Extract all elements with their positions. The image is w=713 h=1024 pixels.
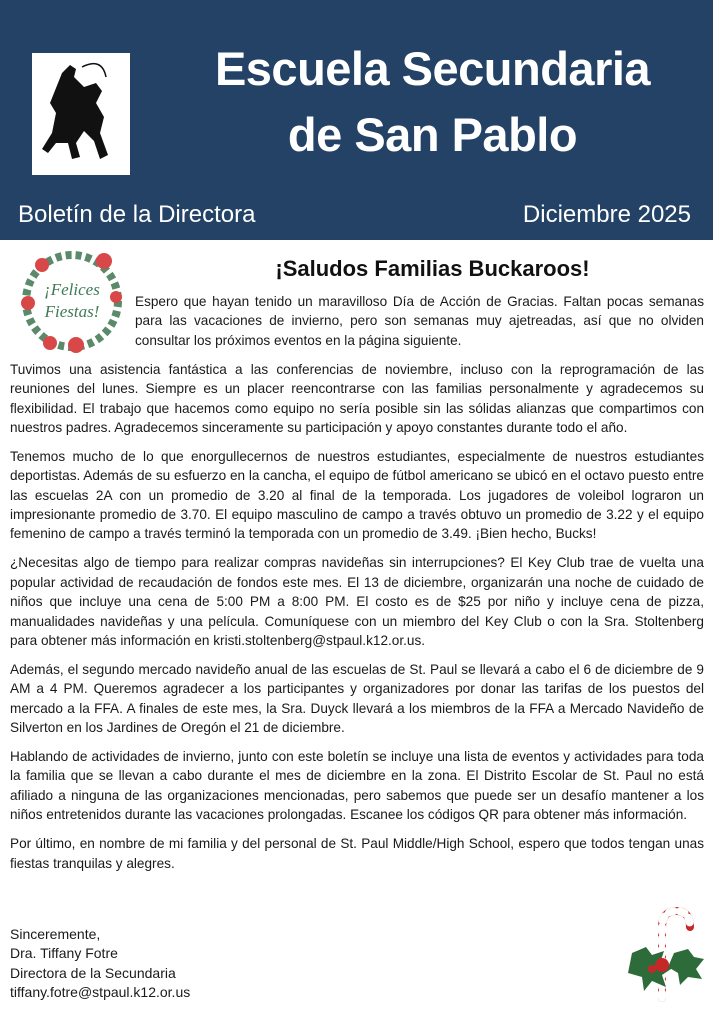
header-banner bbox=[0, 0, 713, 240]
paragraph: Tuvimos una asistencia fantástica a las conferencias de noviembre, incluso con la reprogramación de las reuniones del lunes. Siempre es un placer reencontrarse con las familias personalmente y agradecemos su flexibilidad. El trabajo que hacemos como equipo no sería posible sin las sólidas alianzas que compartimos con nuestros padres. Agradecemos sinceramente su participación y apoyo constantes durante todo el año. bbox=[10, 361, 704, 435]
paragraph: ¿Necesitas algo de tiempo para realizar compras navideñas sin interrupciones? El Key Club trae de vuelta una popular actividad de recaudación de fondos este mes. El 13 de diciembre, organizarán una noche de cuidado de niños que incluye una cena de 5:00 PM a 8:00 PM. El costo es de $25 por niño y incluye cena de pizza, manualidades navideñas y una película. Comuníquese con un miembro del Key Club o con la Sra. Stoltenberg para obtener más información en kristi.stoltenberg@stpaul.k12.or.us. bbox=[10, 555, 704, 648]
signature-closing: Sinceremente, bbox=[10, 926, 101, 942]
school-name-line1: Escuela Secundaria bbox=[214, 42, 651, 95]
signature-email[interactable]: tiffany.fotre@stpaul.k12.or.us bbox=[10, 984, 191, 1001]
signature-role: Directora de la Secundaria bbox=[10, 964, 176, 981]
signature-name: Dra. Tiffany Fotre bbox=[10, 945, 118, 962]
paragraph: Por último, en nombre de mi familia y del personal de St. Paul Middle/High School, espero que todos tengan unas fiestas tranquilas y alegres. bbox=[10, 836, 704, 871]
signature-block bbox=[10, 925, 190, 1003]
paragraph: Tenemos mucho de lo que enorgullecernos de nuestros estudiantes, especialmente de nuestros estudiantes deportistas. Además de su esfuerzo en la cancha, el equipo de fútbol americano se ubicó en el octavo puesto entre las escuelas 2A con un promedio de 3.20 al final de la temporada. Los jugadores de voleibol lograron un impresionante promedio de 3.70. El equipo masculino de campo a través obtuvo un promedio de 3.22 y el equipo femenino de campo a través terminó la temporada con un promedio de 3.49. ¡Bien hecho, Bucks! bbox=[10, 448, 704, 542]
paragraph: Espero que hayan tenido un maravilloso Día de Acción de Gracias. Faltan pocas semanas para las vacaciones de invierno, pero son semanas muy ajetreadas, así que no olviden consultar los próximos eventos en la página siguiente. bbox=[135, 294, 704, 348]
candy-cane-icon bbox=[622, 903, 708, 1003]
newsletter-date: Diciembre 2025 bbox=[522, 201, 691, 228]
bronco-rider-logo bbox=[32, 53, 130, 175]
newsletter-label: Boletín de la Directora bbox=[18, 201, 256, 228]
paragraph: Además, el segundo mercado navideño anual de las escuelas de St. Paul se llevará a cabo el 6 de diciembre de 9 AM a 4 PM. Queremos agradecer a los participantes y organizadores por donar las tarifas de los puestos del mercado a la FFA. A finales de este mes, la Sra. Duyck llevará a los miembros de la FFA a Mercado Navideño de Silverton en los Jardines de Oregón el 21 de diciembre. bbox=[10, 661, 704, 736]
svg-text:Fiestas!: Fiestas! bbox=[44, 302, 100, 321]
svg-text:¡Felices: ¡Felices bbox=[44, 280, 100, 299]
greeting-heading: ¡Saludos Familias Buckaroos! bbox=[275, 256, 590, 281]
paragraph: Hablando de actividades de invierno, junto con este boletín se incluye una lista de eventos y actividades para toda la familia que se llevan a cabo durante el mes de diciembre en la zona. El Distrito Escolar de St. Paul no está afiliado a ninguna de las organizaciones mencionadas, pero sabemos que puede ser un desafío mantener a los niños entretenidos durante las vacaciones prolongadas. Escanee los códigos QR para obtener más información. bbox=[10, 749, 704, 823]
school-name bbox=[180, 36, 685, 168]
school-name-line2: de San Pablo bbox=[287, 108, 578, 161]
letter-body bbox=[10, 292, 704, 882]
